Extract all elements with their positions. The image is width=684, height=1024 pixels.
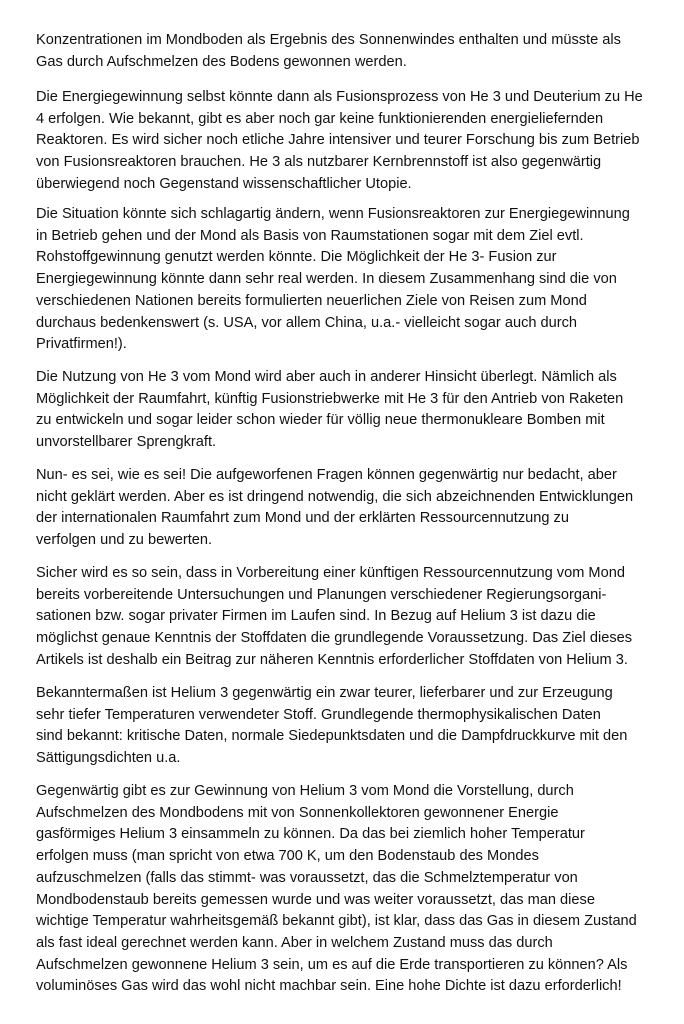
text-line: der internationalen Raumfahrt zum Mond und der erklärten Ressourcennutzung zu (36, 510, 569, 527)
text-line: nicht geklärt werden. Aber es ist dringend notwendig, die sich abzeichnenden Entwicklungen (36, 488, 634, 505)
text-line: zu entwickeln und sogar leider schon wieder für völlig neue thermonukleare Bomben mit (36, 412, 605, 429)
text-line: Die Nutzung von He 3 vom Mond wird aber auch in anderer Hinsicht überlegt. Nämlich als (36, 369, 617, 385)
text-line: gasförmiges Helium 3 einsammeln zu können. Da das bei ziemlich hoher Temperatur (36, 826, 585, 843)
paragraph-1 (36, 30, 664, 73)
text-line: bereits vorbereitende Untersuchungen und Planungen verschiedener Regierungsorgani- (36, 586, 607, 603)
text-line: als fast ideal gerechnet werden kann. Aber in welchem Zustand muss das durch (36, 934, 553, 951)
paragraph-8 (36, 781, 664, 998)
text-line: Möglichkeit der Raumfahrt, künftig Fusionstriebwerke mit He 3 für den Antrieb von Raketen (36, 390, 624, 407)
text-line: Artikels ist deshalb ein Beitrag zur näheren Kenntnis erforderlicher Stoffdaten von Helium 3. (36, 651, 628, 668)
text-line: Rohstoffgewinnung genutzt werden könnte. Die Möglichkeit der He 3- Fusion zur (36, 249, 557, 266)
text-line: durchaus bedenkenswert (s. USA, vor allem China, u.a.- vielleicht sogar auch durch (36, 314, 578, 331)
text-line: sehr tiefer Temperaturen verwendeter Stoff. Grundlegende thermophysikalischen Daten (36, 706, 601, 723)
paragraph-7 (36, 683, 664, 770)
paragraph-3 (36, 204, 664, 356)
text-line: unvorstellbarer Sprengkraft. (36, 434, 217, 451)
paragraph-5 (36, 465, 664, 552)
text-line: Mondbodenstaub bereits gemessen wurde und was weiter voraussetzt, das man diese (36, 891, 595, 908)
text-line: Die Situation könnte sich schlagartig ändern, wenn Fusionsreaktoren zur Energiegewinnung (36, 206, 630, 222)
text-line: verschiedenen Nationen bereits formulierten neuerlichen Ziele von Reisen zum Mond (36, 292, 587, 309)
paragraph-4 (36, 367, 664, 454)
text-line: Gegenwärtig gibt es zur Gewinnung von Helium 3 vom Mond die Vorstellung, durch (36, 783, 574, 799)
text-line: überwiegend noch Gegenstand wissenschaftlicher Utopie. (36, 175, 412, 192)
text-line: Bekanntermaßen ist Helium 3 gegenwärtig ein zwar teurer, lieferbarer und zur Erzeugung (36, 685, 613, 701)
text-line: Energiegewinnung könnte dann sehr real werden. In diesem Zusammenhang sind die von (36, 271, 617, 288)
text-line: Die Energiegewinnung selbst könnte dann als Fusionsprozess von He 3 und Deuterium zu He (36, 89, 643, 105)
text-line: voluminöses Gas wird das wohl nicht machbar sein. Eine hohe Dichte ist dazu erforderlich! (36, 978, 622, 995)
text-line: Sicher wird es so sein, dass in Vorbereitung einer künftigen Ressourcennutzung vom Mond (36, 565, 625, 581)
text-line: Privatfirmen!). (36, 336, 127, 353)
text-line: erfolgen muss (man spricht von etwa 700 K, um den Bodenstaub des Mondes (36, 848, 539, 865)
text-line: sationen bzw. sogar privater Firmen im Laufen sind. In Bezug auf Helium 3 ist dazu die (36, 608, 596, 625)
text-line: aufzuschmelzen (falls das stimmt- was voraussetzt, das die Schmelztemperatur von (36, 869, 578, 886)
text-line: in Betrieb gehen und der Mond als Basis von Raumstationen sogar mit dem Ziel evtl. (36, 227, 584, 244)
text-line: Konzentrationen im Mondboden als Ergebnis des Sonnenwindes enthalten und müsste als (36, 32, 621, 48)
text-line: verfolgen und zu bewerten. (36, 532, 213, 549)
text-line: Gas durch Aufschmelzen des Bodens gewonnen werden. (36, 53, 407, 70)
text-line: wichtige Temperatur wahrheitsgemäß bekannt gibt), ist klar, dass das Gas in diesem Zustand (36, 913, 637, 930)
text-line: von Fusionsreaktoren brauchen. He 3 als nutzbarer Kernbrennstoff ist also gegenwärtig (36, 154, 602, 171)
text-line: sind bekannt: kritische Daten, normale Siedepunktsdaten und die Dampfdruckkurve mit den (36, 728, 628, 745)
text-line: Nun- es sei, wie es sei! Die aufgeworfenen Fragen können gegenwärtig nur bedacht, aber (36, 467, 617, 483)
text-line: möglichst genaue Kenntnis der Stoffdaten die grundlegende Voraussetzung. Das Ziel dieses (36, 630, 633, 647)
text-line: Aufschmelzen des Mondbodens mit von Sonnenkollektoren gewonnener Energie (36, 804, 559, 821)
text-line: Aufschmelzen gewonnene Helium 3 sein, um es auf die Erde transportieren zu können? Als (36, 956, 628, 973)
paragraph-2 (36, 87, 664, 196)
text-line: Sättigungsdichten u.a. (36, 750, 181, 767)
text-line: Reaktoren. Es wird sicher noch etliche Jahre intensiver und teurer Forschung bis zum Betrieb (36, 132, 640, 149)
text-line: 4 erfolgen. Wie bekannt, gibt es aber noch gar keine funktionierenden energieliefernden (36, 110, 604, 127)
paragraph-6 (36, 563, 664, 672)
